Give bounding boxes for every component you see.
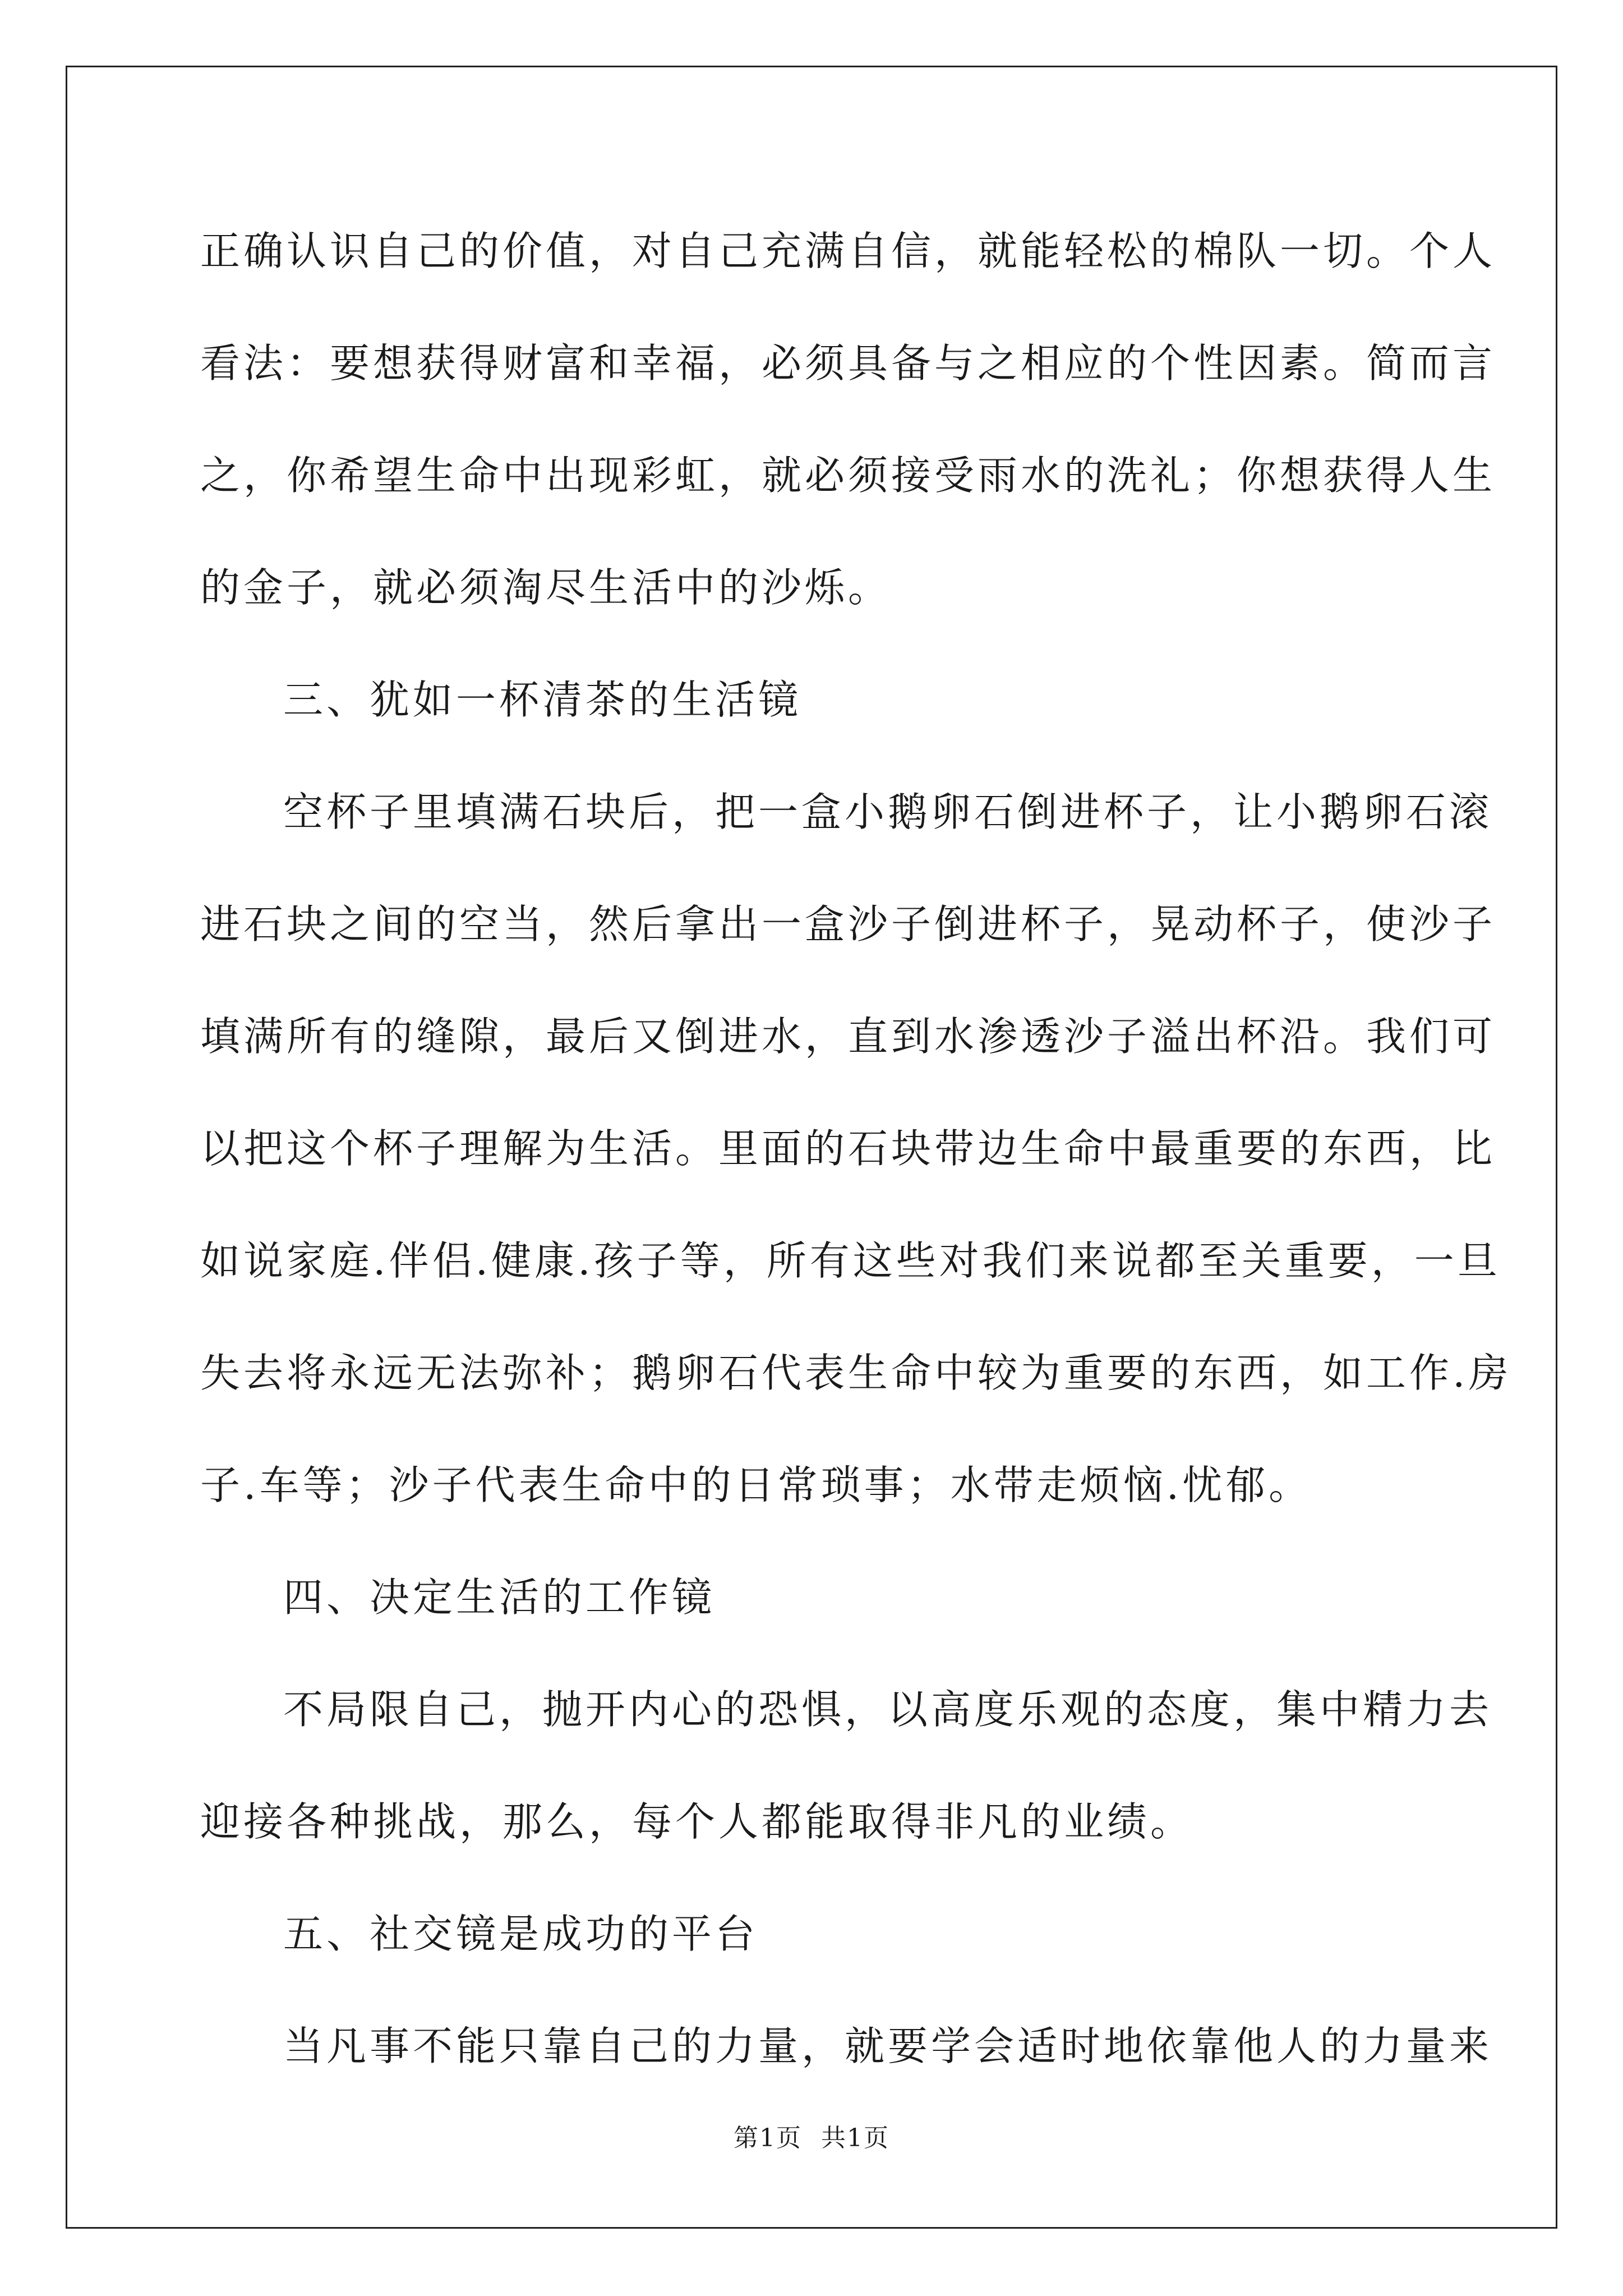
paragraph-line: 子.车等；沙子代表生命中的日常琐事；水带走烦恼.忧郁。 xyxy=(200,1462,1312,1508)
page-total: 共1页 xyxy=(821,2124,889,2152)
paragraph-line: 空杯子里填满石块后，把一盒小鹅卵石倒进杯子，让小鹅卵石滚 xyxy=(283,789,1493,835)
paragraph-line: 之，你希望生命中出现彩虹，就必须接受雨水的洗礼；你想获得人生 xyxy=(200,452,1496,499)
paragraph-line: 迎接各种挑战，那么，每个人都能取得非凡的业绩。 xyxy=(200,1798,1194,1845)
section-heading: 三、犹如一杯清茶的生活镜 xyxy=(283,677,802,723)
page-footer xyxy=(0,2122,1623,2155)
paragraph-line: 失去将永远无法弥补；鹅卵石代表生命中较为重要的东西，如工作.房 xyxy=(200,1350,1512,1396)
paragraph-line: 进石块之间的空当，然后拿出一盒沙子倒进杯子，晃动杯子，使沙子 xyxy=(200,901,1496,947)
paragraph-line: 如说家庭.伴侣.健康.孩子等，所有这些对我们来说都至关重要，一旦 xyxy=(200,1237,1501,1284)
paragraph-line: 以把这个杯子理解为生活。里面的石块带边生命中最重要的东西，比 xyxy=(200,1125,1496,1172)
paragraph-line: 不局限自己，抛开内心的恐惧，以高度乐观的态度，集中精力去 xyxy=(283,1686,1493,1733)
paragraph-line: 正确认识自己的价值，对自己充满自信，就能轻松的棉队一切。个人 xyxy=(200,228,1496,274)
paragraph-line: 的金子，就必须淘尽生活中的沙烁。 xyxy=(200,564,892,611)
paragraph-line: 看法：要想获得财富和幸福，必须具备与之相应的个性因素。简而言 xyxy=(200,340,1496,386)
paragraph-line: 填满所有的缝隙，最后又倒进水，直到水渗透沙子溢出杯沿。我们可 xyxy=(200,1013,1496,1060)
section-heading: 五、社交镜是成功的平台 xyxy=(283,1911,759,1957)
paragraph-line: 当凡事不能只靠自己的力量，就要学会适时地依靠他人的力量来 xyxy=(283,2023,1493,2069)
page-number: 第1页 xyxy=(734,2124,802,2152)
section-heading: 四、决定生活的工作镜 xyxy=(283,1574,716,1621)
